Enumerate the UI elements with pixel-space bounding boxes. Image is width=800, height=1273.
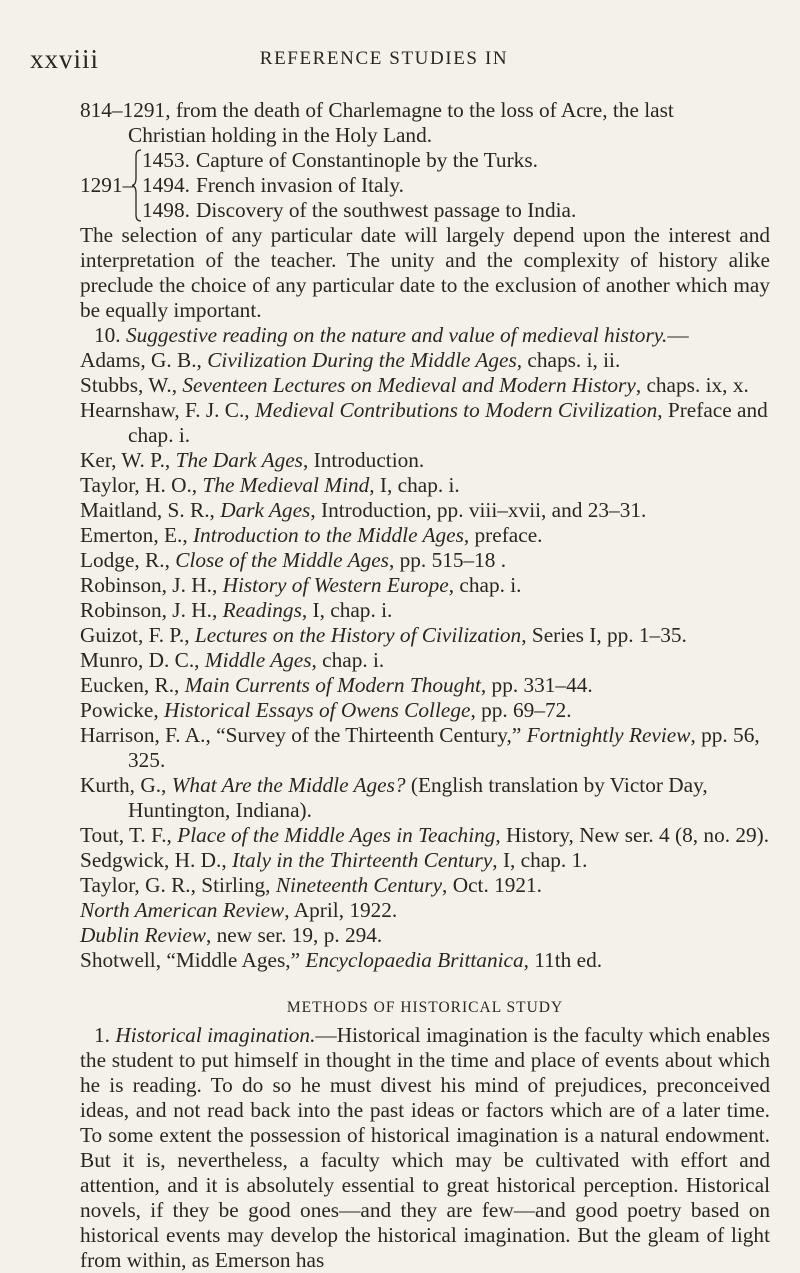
reference-entry — [80, 348, 770, 373]
reference-author: Hearnshaw, F. J. C., — [80, 398, 255, 422]
reference-title: North American Review — [80, 898, 285, 922]
event-year: 1453. — [142, 148, 190, 172]
date-range-label: 1291– — [80, 173, 134, 197]
running-title: REFERENCE STUDIES IN — [259, 48, 509, 69]
reference-entry — [80, 823, 770, 848]
reference-title: Lectures on the History of Civilization — [194, 623, 522, 647]
reference-details: , Oct. 1921. — [442, 873, 543, 897]
reference-title: What Are the Middle Ages? — [171, 773, 406, 797]
date-line-2: Christian holding in the Holy Land. — [128, 123, 433, 147]
reference-author: Lodge, R., — [80, 548, 176, 572]
reference-author: Taylor, H. O., — [80, 473, 203, 497]
reference-details: , Introduction. — [302, 448, 425, 472]
reference-entry — [80, 498, 770, 523]
reference-details: , Introduction, pp. viii–xvii, and 23–31. — [310, 498, 647, 522]
methods-number: 1. — [94, 1023, 110, 1047]
reference-entry — [80, 948, 770, 973]
date-event — [142, 148, 782, 173]
page-header — [30, 44, 738, 74]
reference-title: Civilization During the Middle Ages — [207, 348, 517, 372]
reference-author: Munro, D. C., — [80, 648, 205, 672]
reference-author: Robinson, J. H., — [80, 573, 223, 597]
reference-entry — [80, 598, 770, 623]
reference-title: Dublin Review — [80, 923, 206, 947]
reference-details: , chap. i. — [448, 573, 522, 597]
reference-details: , I, chap. i. — [301, 598, 393, 622]
reference-author: Eucken, R., — [80, 673, 185, 697]
date-list — [80, 98, 770, 222]
reading-dash: — — [667, 323, 689, 347]
reference-title: Fortnightly Review — [526, 723, 691, 747]
reference-title: Seventeen Lectures on Medieval and Modern History — [182, 373, 636, 397]
reference-entry — [80, 573, 770, 598]
reference-title: Encyclopaedia Brittanica — [305, 948, 524, 972]
page-body — [80, 98, 770, 1273]
event-text: French invasion of Italy. — [196, 173, 404, 197]
reference-title: Middle Ages — [204, 648, 312, 672]
reference-entry — [80, 773, 770, 823]
reference-details: , pp. 69–72. — [470, 698, 572, 722]
reference-details: , I, chap. 1. — [492, 848, 588, 872]
reference-details: , chap. i. — [311, 648, 385, 672]
date-line-1: 814–1291, from the death of Charlemagne to the loss of Acre, the last — [80, 98, 674, 122]
reference-author: Stubbs, W., — [80, 373, 183, 397]
reference-details: , I, chap. i. — [369, 473, 460, 497]
reference-entry — [80, 373, 770, 398]
reference-entry — [80, 648, 770, 673]
reference-title: Italy in the Thirteenth Century — [232, 848, 493, 872]
section-heading: METHODS OF HISTORICAL STUDY — [286, 999, 564, 1016]
reference-entry — [80, 848, 770, 873]
reference-entry — [80, 873, 770, 898]
reference-title: Readings — [222, 598, 302, 622]
reference-entry — [80, 523, 770, 548]
reference-list — [80, 348, 770, 973]
reference-author: Tout, T. F., — [80, 823, 178, 847]
reference-details: , pp. 56, 325. — [128, 723, 760, 772]
methods-term: Historical imagination. — [115, 1023, 316, 1047]
reference-entry — [80, 623, 770, 648]
reference-title: Place of the Middle Ages in Teaching — [177, 823, 496, 847]
date-event — [142, 198, 782, 223]
reference-author: Kurth, G., — [80, 773, 172, 797]
event-year: 1494. — [142, 173, 190, 197]
reference-title: Main Currents of Modern Thought — [184, 673, 481, 697]
reference-title: History of Western Europe — [222, 573, 449, 597]
reference-details: , pp. 515–18 . — [388, 548, 507, 572]
reference-author: Robinson, J. H., — [80, 598, 223, 622]
reference-details: , chaps. i, ii. — [516, 348, 621, 372]
selection-paragraph: The selection of any particular date will largely depend upon the interest and interpretation of the teacher. The unity and the complexity of history alike preclude the choice of any particular date to the exclusion of another which may be equally important. — [80, 223, 770, 322]
reference-entry — [80, 898, 770, 923]
reference-entry — [80, 548, 770, 573]
reference-details: , History, New ser. 4 (8, no. 29). — [495, 823, 770, 847]
reference-author: Shotwell, “Middle Ages,” — [80, 948, 306, 972]
reference-entry — [80, 923, 770, 948]
reference-title: Close of the Middle Ages — [175, 548, 389, 572]
methods-paragraph — [80, 1023, 770, 1273]
reading-number: 10. — [94, 323, 121, 347]
reference-author: Ker, W. P., — [80, 448, 176, 472]
reference-title: Historical Essays of Owens College — [164, 698, 471, 722]
reference-details: , pp. 331–44. — [480, 673, 593, 697]
reference-entry — [80, 723, 770, 773]
reference-entry — [80, 698, 770, 723]
reading-heading — [80, 323, 770, 348]
reference-author: Emerton, E., — [80, 523, 193, 547]
reference-details: (English translation by Victor Day, Huntington, Indiana). — [128, 773, 708, 822]
reference-title: Medieval Contributions to Modern Civilization — [254, 398, 658, 422]
reference-title: Dark Ages — [220, 498, 311, 522]
date-event — [142, 173, 782, 198]
reference-details: , 11th ed. — [523, 948, 603, 972]
reference-details: , preface. — [463, 523, 543, 547]
reference-author: Adams, G. B., — [80, 348, 208, 372]
reference-title: The Medieval Mind — [202, 473, 370, 497]
reference-entry — [80, 673, 770, 698]
reference-entry — [80, 448, 770, 473]
reference-details: , Preface and chap. i. — [128, 398, 768, 447]
reference-author: Taylor, G. R., Stirling, — [80, 873, 276, 897]
event-text: Discovery of the southwest passage to India. — [196, 198, 577, 222]
reference-details: , new ser. 19, p. 294. — [205, 923, 383, 947]
reference-author: Powicke, — [80, 698, 164, 722]
reference-details: , Series I, pp. 1–35. — [521, 623, 687, 647]
reference-details: , April, 1922. — [284, 898, 398, 922]
event-text: Capture of Constantinople by the Turks. — [196, 148, 538, 172]
reference-author: Guizot, F. P., — [80, 623, 195, 647]
reference-author: Sedgwick, H. D., — [80, 848, 233, 872]
reference-details: , chaps. ix, x. — [635, 373, 749, 397]
reference-title: Introduction to the Middle Ages — [192, 523, 464, 547]
curly-brace-icon — [132, 148, 142, 223]
reference-title: Nineteenth Century — [275, 873, 443, 897]
reading-title: Suggestive reading on the nature and value of medieval history. — [125, 323, 668, 347]
event-year: 1498. — [142, 198, 190, 222]
reference-author: Maitland, S. R., — [80, 498, 221, 522]
reference-title: The Dark Ages — [175, 448, 303, 472]
reference-author: Harrison, F. A., “Survey of the Thirteenth Century,” — [80, 723, 527, 747]
reference-entry — [80, 473, 770, 498]
methods-text: —Historical imagination is the faculty which enables the student to put himself in thought in the time and place of events about which he is reading. To do so he must divest his mind of prejudices, preconceived ideas, and not read back into the past ideas or factors which are of a later time. To some extent the possession of historical imagination is a natural endowment. But it is, nevertheless, a faculty which may be cultivated with effort and attention, and it is absolutely essential to great historical perception. Historical novels, if they be good ones—and they are few—and good poetry based on historical events may develop the historical imagination. But the gleam of light from within, as Emerson has — [80, 1023, 770, 1272]
page-number: xxviii — [30, 44, 100, 74]
reference-entry — [80, 398, 770, 448]
